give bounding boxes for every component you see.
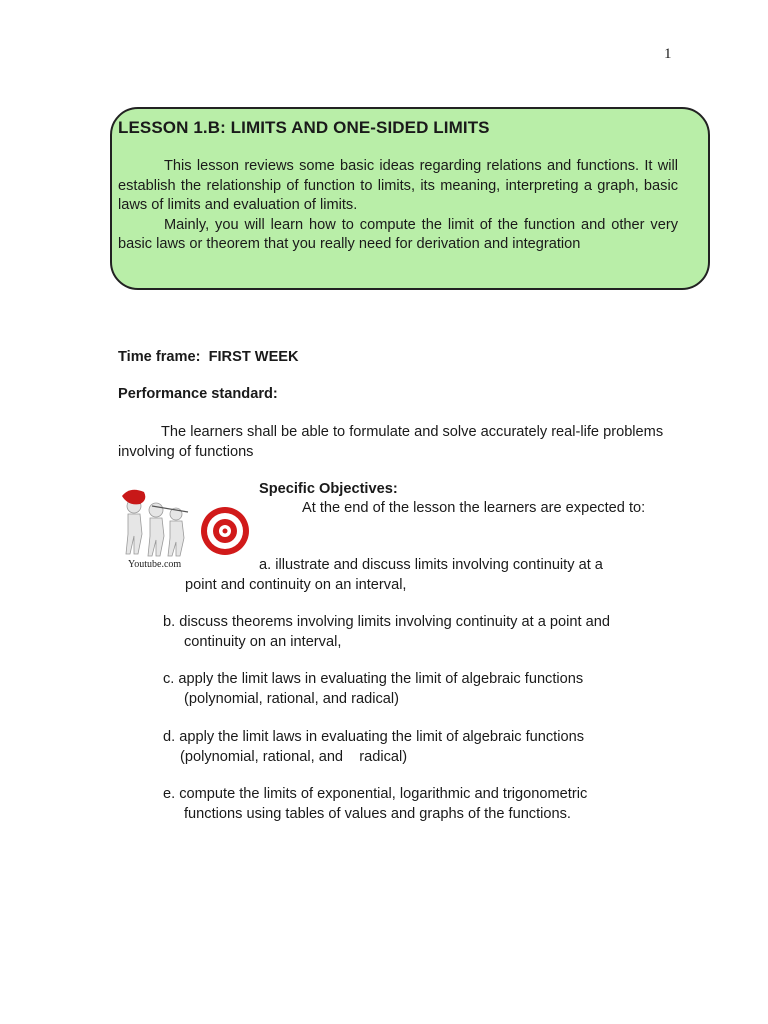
objective-a [185,556,679,595]
objective-c-line1: c. apply the limit laws in evaluating the limit of algebraic functions [163,671,584,687]
lesson-title: LESSON 1.B: LIMITS AND ONE-SIDED LIMITS [118,118,490,137]
objective-d-line1: d. apply the limit laws in evaluating the limit of algebraic functions [163,729,585,745]
image-caption: Youtube.com [128,559,182,570]
objective-b [163,613,610,652]
lesson-paragraph-1: This lesson reviews some basic ideas regarding relations and functions. It will establish the relationship of function to limits, its meaning, interpreting a graph, basic laws of limits and evaluation of limits. [118,158,678,213]
specific-objectives-heading: Specific Objectives: [259,481,398,497]
objective-e [163,785,587,824]
objective-e-line1: e. compute the limits of exponential, logarithmic and trigonometric [163,786,588,802]
objective-d-line2: (polynomial, rational, and radical) [180,748,408,765]
time-frame-label: Time frame: [118,349,201,365]
objectives-intro: At the end of the lesson the learners are expected to: [302,500,646,516]
bullseye-icon [201,507,249,555]
objective-e-line2: functions using tables of values and graphs of the functions. [184,805,571,822]
time-frame-value: FIRST WEEK [208,349,299,365]
objective-a-line1: a. illustrate and discuss limits involving continuity at a [259,557,603,573]
objective-c [163,670,583,709]
time-frame [118,348,299,367]
target-illustration [112,484,252,572]
objective-c-line2: (polynomial, rational, and radical) [184,690,399,707]
objective-b-line1: b. discuss theorems involving limits involving continuity at a point and [163,614,610,630]
objective-d [163,728,584,767]
performance-standard-heading: Performance standard: [118,386,278,402]
lesson-paragraph-2: Mainly, you will learn how to compute the limit of the function and other very basic laws or theorem that you really need for derivation and integration [118,216,678,252]
objective-a-line2: point and continuity on an interval, [185,576,407,593]
page-number: 1 [664,46,672,62]
performance-standard-text: The learners shall be able to formulate and solve accurately real-life problems involving of functions [118,424,664,460]
lesson-summary-box [110,107,710,290]
objective-b-line2: continuity on an interval, [184,633,342,650]
